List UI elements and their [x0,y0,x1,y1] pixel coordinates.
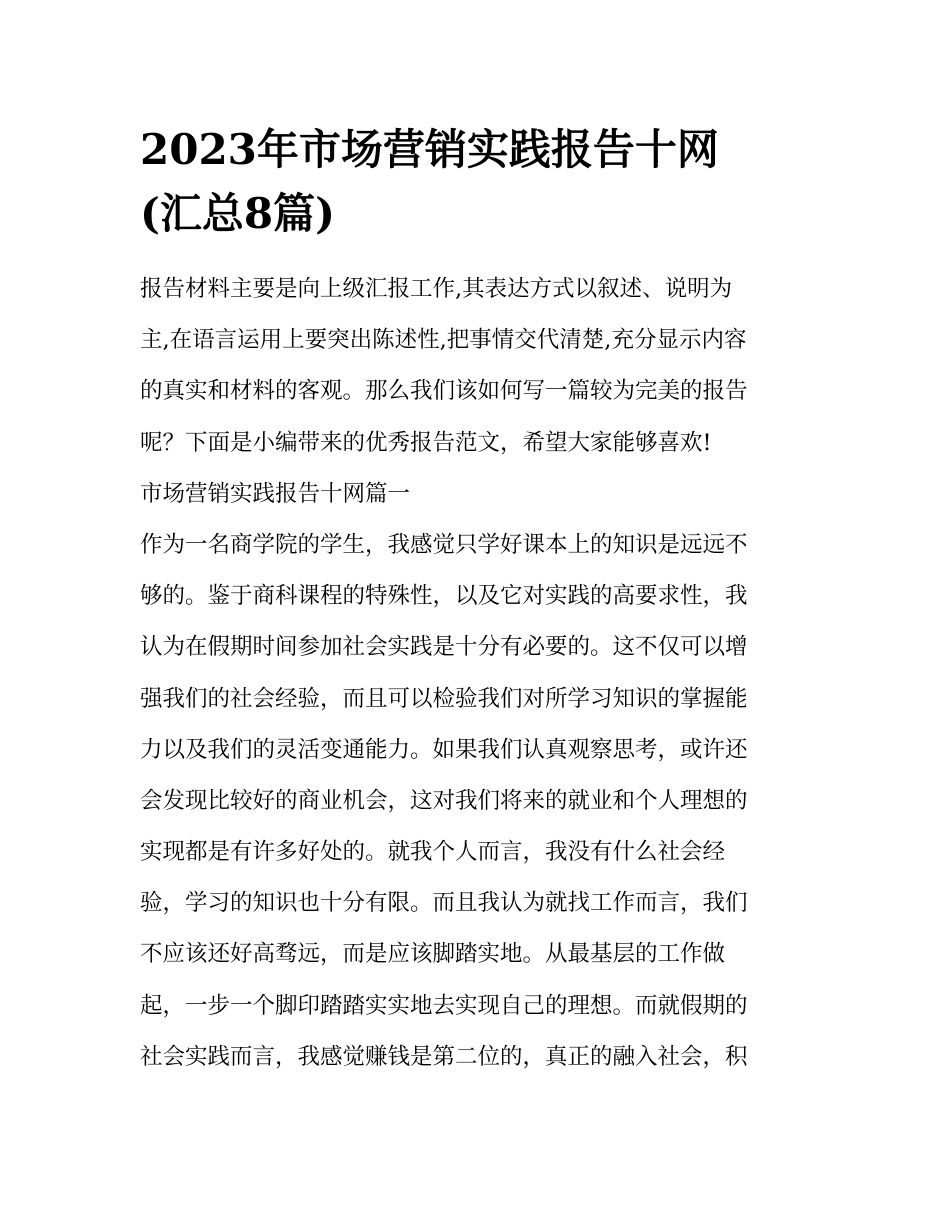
section-line: 力以及我们的灵活变通能力。如果我们认真观察思考，或许还 [140,736,748,763]
document-title [140,118,812,246]
intro-line: 的真实和材料的客观。那么我们该如何写一篇较为完美的报告 [140,378,748,405]
section-line: 验，学习的知识也十分有限。而且我认为就找工作而言，我们 [140,890,748,917]
title-line: (汇总8篇) [140,189,335,238]
intro-line: 主,在语言运用上要突出陈述性,把事情交代清楚,充分显示内容 [140,327,747,354]
section-line: 实现都是有许多好处的。就我个人而言，我没有什么社会经 [140,839,726,866]
section-line: 起，一步一个脚印踏踏实实地去实现自己的理想。而就假期的 [140,992,748,1019]
section-line: 社会实践而言，我感觉赚钱是第二位的，真正的融入社会，积 [140,1043,748,1070]
title-line: 2023年市场营销实践报告十网 [140,125,719,174]
intro-line: 报告材料主要是向上级汇报工作,其表达方式以叙述、说明为 [140,276,733,302]
section-line: 认为在假期时间参加社会实践是十分有必要的。这不仅可以增 [140,634,748,661]
intro-line: 呢？下面是小编带来的优秀报告范文，希望大家能够喜欢! [140,429,712,456]
section-line: 够的。鉴于商科课程的特殊性，以及它对实践的高要求性，我 [140,583,748,610]
section-line: 不应该还好高骛远，而是应该脚踏实地。从最基层的工作做 [140,941,726,968]
section-heading: 市场营销实践报告十网篇一 [140,480,411,507]
section-line: 会发现比较好的商业机会，这对我们将来的就业和个人理想的 [140,787,748,814]
section-line: 强我们的社会经验，而且可以检验我们对所学习知识的掌握能 [140,685,748,712]
document-body [140,264,812,1083]
section-line: 作为一名商学院的学生，我感觉只学好课本上的知识是远远不 [140,531,748,558]
document-content [140,118,812,1083]
